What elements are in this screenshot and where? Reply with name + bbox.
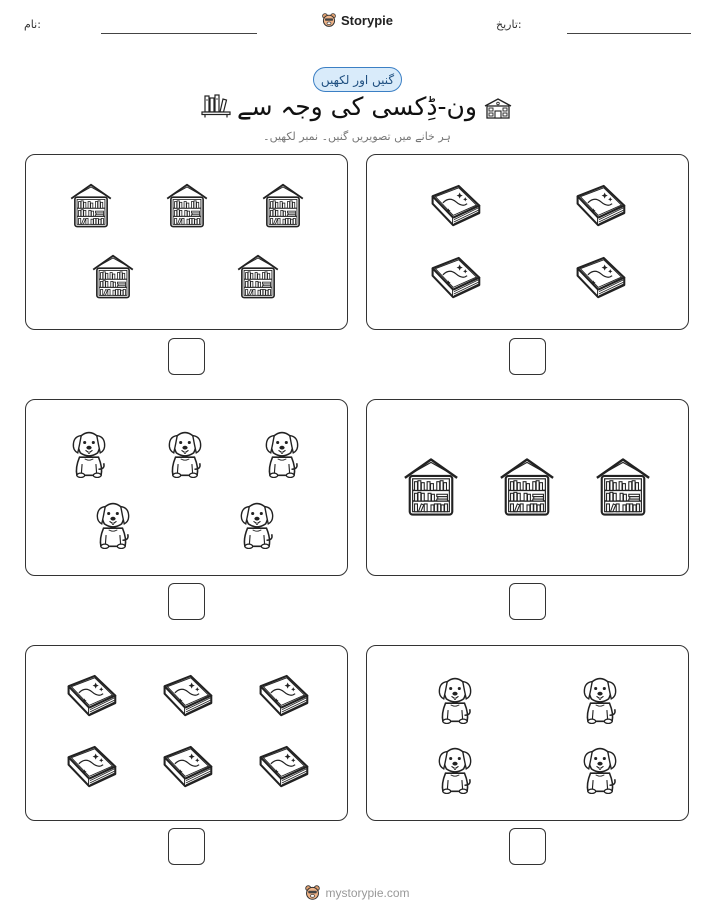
storypie-mascot-icon bbox=[304, 884, 321, 901]
house-icon bbox=[483, 97, 513, 119]
date-input-line[interactable] bbox=[567, 33, 691, 34]
dog-icon bbox=[436, 742, 474, 794]
count-panel-6 bbox=[366, 645, 689, 821]
bookshelf-icon bbox=[69, 182, 113, 230]
dog-icon bbox=[70, 426, 108, 478]
answer-box-1[interactable] bbox=[168, 338, 205, 375]
date-label: تاریخ: bbox=[496, 18, 522, 31]
answer-box-5[interactable] bbox=[168, 828, 205, 865]
count-panel-4 bbox=[366, 399, 689, 576]
dog-icon bbox=[581, 742, 619, 794]
dog-icon bbox=[581, 672, 619, 724]
answer-box-2[interactable] bbox=[509, 338, 546, 375]
brand-name: Storypie bbox=[340, 12, 393, 28]
page-title: ون-ڈِکسی کی وجہ سے bbox=[237, 92, 477, 121]
book-icon bbox=[255, 744, 311, 791]
bookshelf-icon bbox=[236, 253, 280, 301]
storypie-mascot-icon bbox=[321, 12, 337, 28]
answer-box-6[interactable] bbox=[509, 828, 546, 865]
bookshelf-icon bbox=[261, 182, 305, 230]
dog-icon bbox=[263, 426, 301, 478]
book-icon bbox=[63, 744, 119, 791]
book-icon bbox=[255, 673, 311, 720]
answer-box-4[interactable] bbox=[509, 583, 546, 620]
dog-icon bbox=[238, 497, 276, 549]
footer bbox=[0, 884, 714, 901]
name-input-line[interactable] bbox=[101, 33, 257, 34]
bookshelf-icon bbox=[402, 456, 460, 519]
answer-box-3[interactable] bbox=[168, 583, 205, 620]
count-panel-1 bbox=[25, 154, 348, 330]
book-icon bbox=[427, 255, 483, 302]
title-row bbox=[0, 92, 714, 128]
book-icon bbox=[572, 183, 628, 230]
count-panel-3 bbox=[25, 399, 348, 576]
count-panel-2 bbox=[366, 154, 689, 330]
bookshelf-icon bbox=[165, 182, 209, 230]
name-label: نام: bbox=[24, 18, 41, 31]
bookshelf-icon bbox=[498, 456, 556, 519]
bookshelf-icon bbox=[91, 253, 135, 301]
dog-icon bbox=[94, 497, 132, 549]
count-panel-5 bbox=[25, 645, 348, 821]
book-icon bbox=[427, 183, 483, 230]
book-icon bbox=[572, 255, 628, 302]
brand-logo bbox=[0, 12, 714, 28]
book-icon bbox=[159, 744, 215, 791]
instruction-text: ہر خانے میں تصویریں گنیں۔ نمبر لکھیں۔ bbox=[263, 130, 451, 143]
bookshelf-icon bbox=[594, 456, 652, 519]
worksheet-tag: گنیں اور لکھیں bbox=[313, 67, 402, 92]
dog-icon bbox=[436, 672, 474, 724]
book-icon bbox=[63, 673, 119, 720]
footer-site: mystorypie.com bbox=[325, 885, 410, 900]
dog-icon bbox=[166, 426, 204, 478]
book-icon bbox=[159, 673, 215, 720]
